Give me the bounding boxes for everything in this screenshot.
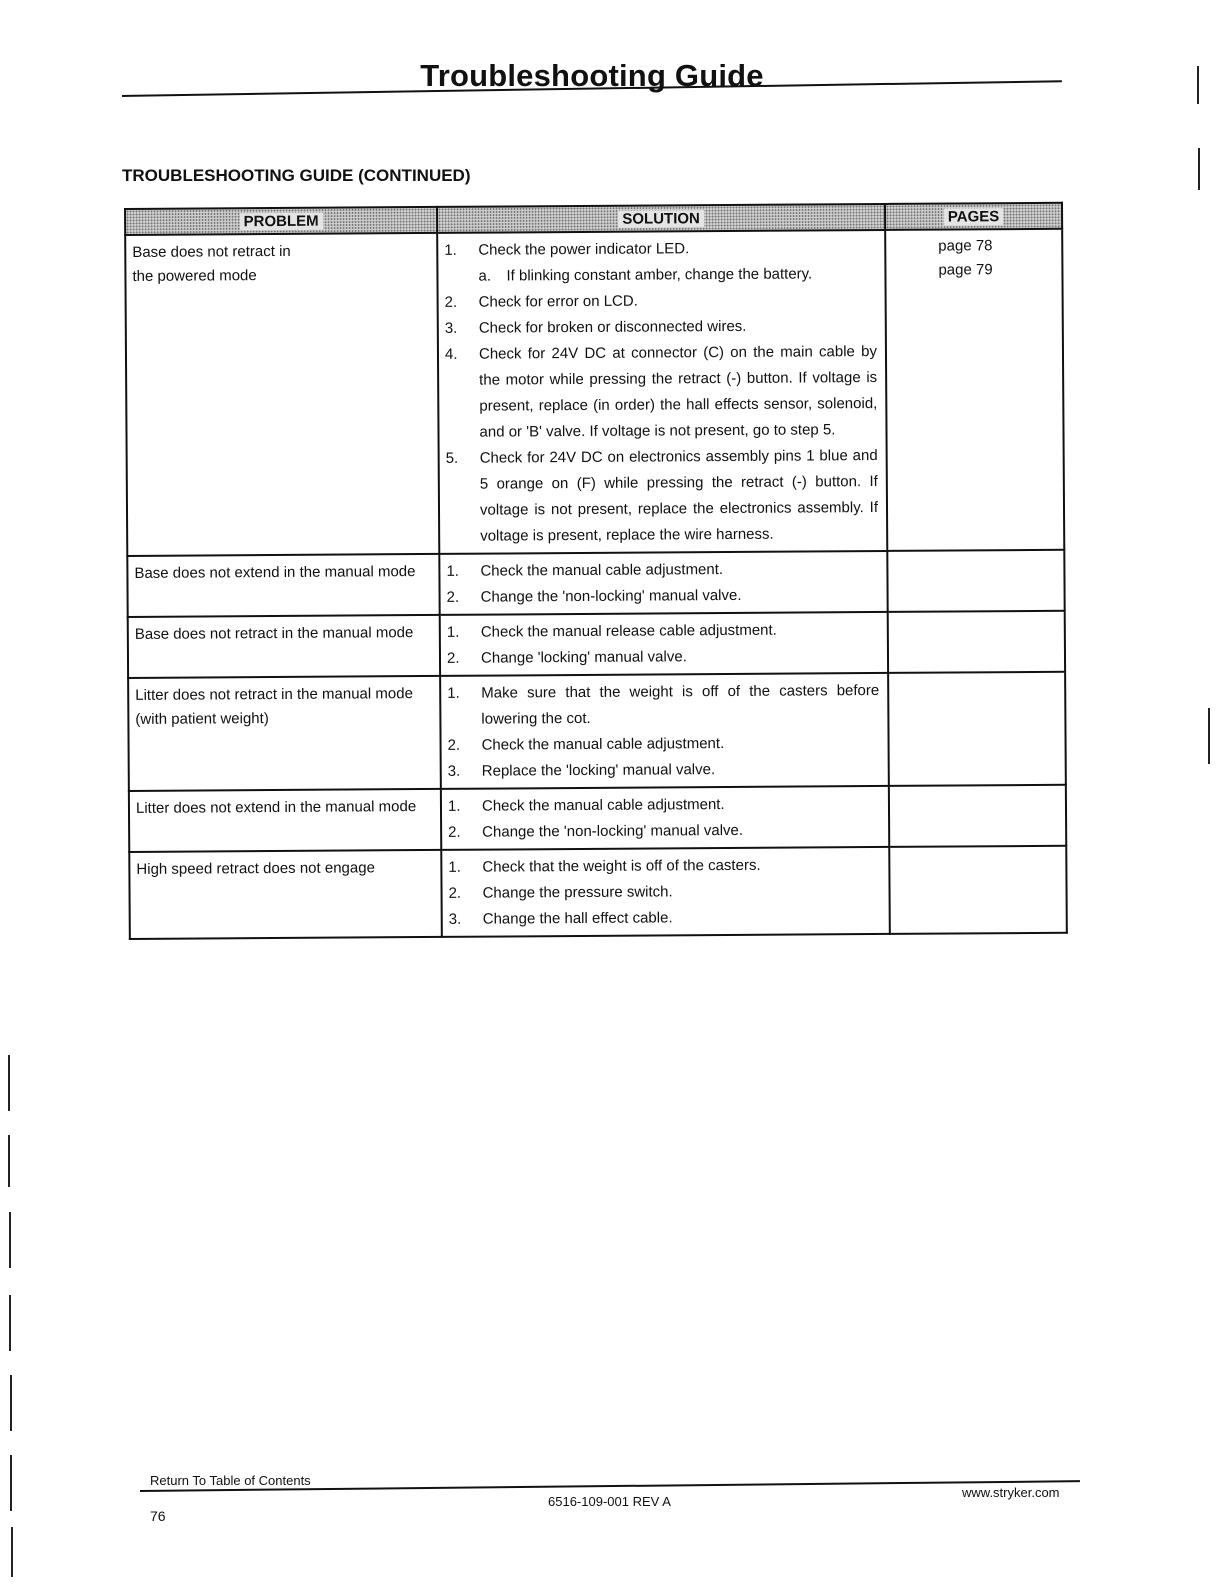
solution-step [445, 313, 879, 342]
step-text: Change 'locking' manual valve. [480, 648, 687, 667]
problem-cell [128, 676, 441, 791]
solution-step [448, 756, 882, 785]
scan-edge-mark [8, 1055, 10, 1111]
step-text: Replace the 'locking' manual valve. [481, 761, 716, 780]
problem-text: Litter does not extend in the manual mode [135, 798, 417, 817]
problem-text: Base does not retract in [132, 242, 291, 261]
table-row [128, 611, 1065, 678]
solution-step [448, 817, 882, 846]
step-text: Change the hall effect cable. [482, 909, 673, 928]
solution-step [448, 878, 882, 907]
step-number: 1. [447, 684, 460, 702]
step-number: 2. [444, 293, 458, 311]
step-number: 4. [444, 345, 458, 363]
page-reference-link[interactable]: page 78 [938, 237, 993, 255]
step-number: 1. [446, 623, 460, 641]
step-number: 2. [446, 649, 460, 667]
step-number: 2. [448, 823, 461, 841]
solution-step [446, 556, 880, 585]
section-heading: TROUBLESHOOTING GUIDE (CONTINUED) [122, 166, 471, 185]
solution-cell [441, 786, 889, 850]
table-row [125, 229, 1064, 556]
problem-cell [128, 615, 440, 678]
step-number: 1. [448, 858, 461, 876]
solution-step [447, 643, 881, 672]
solution-step [447, 617, 881, 646]
problem-text: Litter does not retract in the manual mode (with patient weight) [135, 685, 413, 728]
scan-edge-mark [1197, 66, 1199, 104]
document-number: 6516-109-001 REV A [548, 1494, 671, 1509]
step-text: Check for 24V DC on electronics assembly pins 1 blue and 5 orange on (F) while pressing the retract (-) button. If voltage is not present, replace the electronics assembly. If voltage is present, replace the wire harness. [479, 447, 879, 545]
step-number: 2. [447, 736, 461, 754]
step-text: Check that the weight is off of the casters. [482, 856, 761, 876]
step-text: Change the pressure switch. [482, 883, 673, 902]
troubleshooting-table [124, 202, 1068, 940]
step-text: Check for error on LCD. [478, 292, 638, 311]
step-number: 3. [448, 910, 462, 928]
solution-step [445, 287, 879, 316]
step-number: 1. [444, 241, 457, 259]
step-text: Check the manual cable adjustment. [480, 561, 724, 580]
step-number: 3. [444, 319, 458, 337]
problem-cell [129, 850, 442, 939]
problem-text: the powered mode [132, 267, 257, 285]
column-header-solution: SOLUTION [437, 204, 885, 233]
step-text: Check for broken or disconnected wires. [478, 317, 747, 337]
step-number: 5. [445, 449, 459, 467]
solution-step [447, 582, 881, 611]
pages-cell [885, 229, 1064, 551]
step-number: a. [478, 267, 492, 285]
solution-cell [440, 673, 889, 789]
problem-text: Base does not retract in the manual mode [134, 624, 414, 643]
table-body [125, 229, 1067, 939]
problem-text: High speed retract does not engage [136, 859, 375, 878]
scan-edge-mark [9, 1212, 11, 1268]
return-to-contents-link[interactable]: Return To Table of Contents [150, 1473, 311, 1488]
solution-substep [444, 261, 878, 290]
solution-step [447, 678, 881, 733]
table-row [129, 785, 1066, 852]
pages-cell [889, 785, 1066, 847]
pages-cell [888, 672, 1066, 786]
problem-cell [129, 789, 441, 852]
step-text: Check for 24V DC at connector (C) on the main cable by the motor while pressing the retract (-) button. If voltage is present, replace (in order) the hall effects sensor, solenoid, and or 'B' valve. If voltage is not present, go to step 5. [478, 343, 878, 441]
table-row [128, 672, 1066, 791]
step-number: 3. [447, 762, 461, 780]
scan-edge-mark [1208, 708, 1210, 764]
page-number: 76 [150, 1508, 166, 1524]
scan-edge-mark [11, 1527, 13, 1577]
column-header-pages: PAGES [885, 203, 1062, 230]
table-row [129, 846, 1067, 939]
solution-step [446, 443, 881, 550]
table-row [127, 550, 1064, 617]
solution-step [448, 852, 882, 881]
website-url[interactable]: www.stryker.com [962, 1485, 1060, 1500]
pages-cell [889, 846, 1067, 934]
scan-edge-mark [10, 1375, 12, 1431]
scan-edge-mark [9, 1295, 11, 1351]
step-text: Make sure that the weight is off of the casters before lowering the cot. [481, 682, 880, 728]
step-text: Check the manual cable adjustment. [481, 796, 725, 815]
problem-cell [127, 554, 439, 617]
step-number: 2. [446, 588, 460, 606]
scan-edge-mark [8, 1135, 10, 1187]
solution-cell [440, 612, 888, 676]
solution-cell [437, 230, 887, 554]
step-text: Change the 'non-locking' manual valve. [482, 821, 744, 841]
pages-cell [887, 550, 1064, 612]
problem-text: Base does not extend in the manual mode [134, 563, 416, 582]
solution-step [448, 791, 882, 820]
step-number: 1. [447, 797, 461, 815]
step-text: Check the manual release cable adjustment. [480, 621, 777, 641]
solution-step [444, 235, 878, 264]
solution-step [447, 730, 881, 759]
step-text: Check the manual cable adjustment. [481, 735, 725, 754]
step-text: Change the 'non-locking' manual valve. [480, 586, 742, 606]
step-text: If blinking constant amber, change the battery. [506, 265, 813, 285]
solution-cell [439, 551, 887, 615]
page-title: Troubleshooting Guide [420, 58, 764, 93]
solution-step [449, 904, 883, 933]
step-text: Check the power indicator LED. [478, 240, 690, 259]
problem-cell [125, 233, 439, 556]
step-number: 1. [446, 562, 459, 580]
solution-cell [441, 847, 890, 937]
solution-step [445, 339, 880, 446]
pages-cell [888, 611, 1065, 673]
scan-edge-mark [10, 1455, 12, 1511]
step-number: 2. [448, 884, 462, 902]
column-header-problem: PROBLEM [125, 207, 437, 235]
page-reference-link[interactable]: page 79 [938, 261, 993, 279]
scan-edge-mark [1198, 148, 1200, 190]
